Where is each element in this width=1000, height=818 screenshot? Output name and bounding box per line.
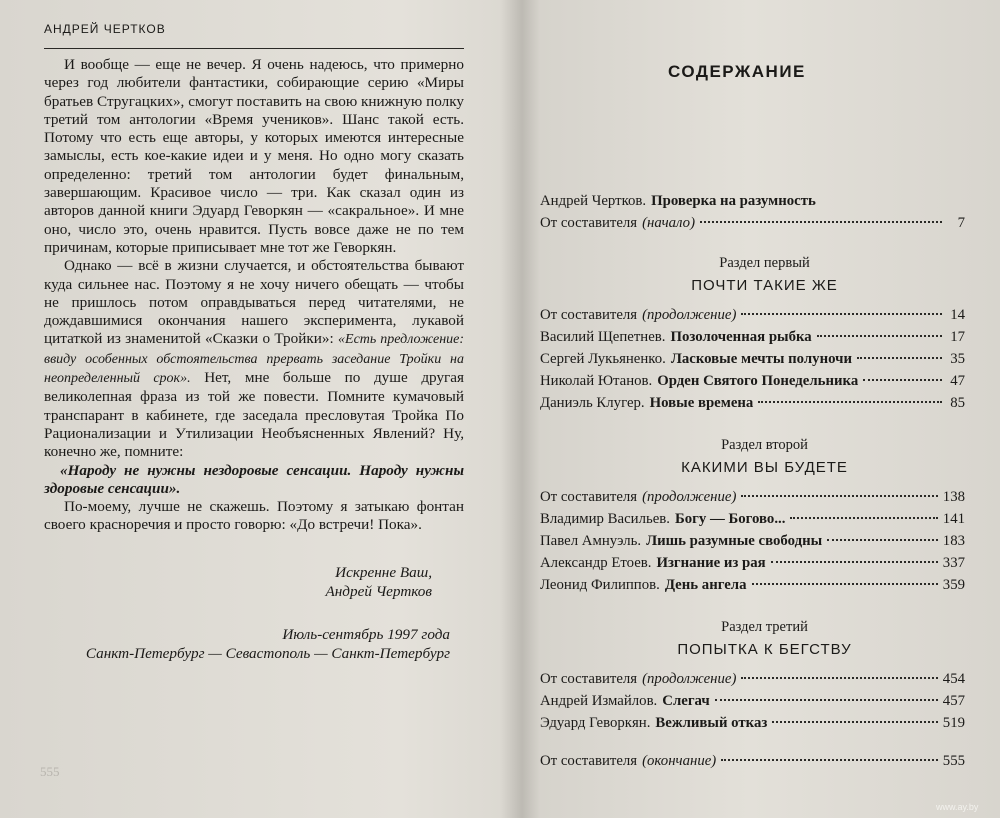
signoff-name: Андрей Чертков xyxy=(325,582,432,600)
toc-author: Сергей Лукьяненко. xyxy=(540,351,666,367)
dot-leader xyxy=(771,561,938,563)
toc-author: От составителя xyxy=(540,489,638,505)
date-line: Июль-сентябрь 1997 года xyxy=(282,625,450,643)
dateline-block xyxy=(44,625,464,663)
toc-entry xyxy=(540,304,965,326)
toc-entry xyxy=(540,690,965,712)
toc-page-number: 359 xyxy=(942,577,965,593)
toc-page-number: 85 xyxy=(950,395,965,411)
toc-page-number: 35 xyxy=(950,351,965,367)
toc-page-number: 457 xyxy=(942,693,965,709)
dot-leader xyxy=(715,699,938,701)
dot-leader xyxy=(863,379,942,381)
faint-page-number: 555 xyxy=(40,764,60,779)
toc-entry xyxy=(540,190,965,212)
toc-note: (продолжение) xyxy=(642,489,737,505)
toc-page-number: 7 xyxy=(957,215,965,231)
toc-page-number: 14 xyxy=(950,307,965,323)
toc-entry xyxy=(540,212,965,234)
toc-title: Богу — Богово... xyxy=(674,511,786,527)
section-label: Раздел третий xyxy=(721,619,808,635)
paragraph: И вообще — еще не вечер. Я очень надеюсь, что примерно через год любители фантастики, собирающие серию «Миры братьев Стругацких», смогут поставить на свою книжную полку третий том антологии «Время учеников». Шанс такой есть. Потому что есть еще авторы, у которых имеются интересные замыслы, есть кое-какие идеи и у меня. Но одно могу сказать определенно: третий том антологии будет финальным, завершающим. Красивое число — три. Как сказал один из авторов данной книги Эдуард Геворкян — «сакральное». И мне оно, число это, очень нравится. Пусть вовсе даже не по тем причинам, которые приписывает мне тот же Геворкян. xyxy=(44,56,464,256)
dot-leader xyxy=(772,721,937,723)
toc-title: Изгнание из рая xyxy=(656,555,766,571)
toc-page-number: 141 xyxy=(942,511,965,527)
toc-author: Павел Амнуэль. xyxy=(540,533,642,549)
toc-note: (продолжение) xyxy=(642,671,737,687)
toc-entry xyxy=(540,552,965,574)
toc-entry xyxy=(540,392,965,414)
toc-author: От составителя xyxy=(540,671,638,687)
toc-page-number: 454 xyxy=(942,671,965,687)
toc-entry xyxy=(540,326,965,348)
paragraph xyxy=(44,257,464,461)
dot-leader xyxy=(857,357,942,359)
toc-author: От составителя xyxy=(540,307,638,323)
section-title: КАКИМИ ВЫ БУДЕТЕ xyxy=(681,459,848,476)
running-head: АНДРЕЙ ЧЕРТКОВ xyxy=(44,22,166,36)
toc-page-number: 138 xyxy=(942,489,965,505)
toc-page-number: 47 xyxy=(950,373,965,389)
toc-page-number: 337 xyxy=(942,555,965,571)
paragraph-text: Однако — всё в жизни случается, и обстоятельства бывают куда сильнее нас. Поэтому я не хочу ничего обещать — чтобы не пришлось потом оправдываться перед читателями, не дождавшимися окончания нашего эксперимента, лукавой цитаткой из знаменитой «Сказки о Тройки»: xyxy=(44,257,464,348)
section-title: ПОПЫТКА К БЕГСТВУ xyxy=(677,641,852,658)
toc-note: (продолжение) xyxy=(642,307,737,323)
toc-author: От составителя xyxy=(540,753,638,769)
toc-title: День ангела xyxy=(664,577,747,593)
toc-note: (окончание) xyxy=(642,753,717,769)
toc-title: Ласковые мечты полуночи xyxy=(670,351,852,367)
signature-block xyxy=(44,563,464,601)
toc-entry xyxy=(540,712,965,734)
section-label: Раздел второй xyxy=(721,437,808,453)
toc-author: Владимир Васильев. xyxy=(540,511,670,527)
signoff-line: Искренне Ваш, xyxy=(335,563,432,581)
dot-leader xyxy=(752,583,938,585)
dot-leader xyxy=(741,313,942,315)
toc-author: Василий Щепетнев. xyxy=(540,329,666,345)
toc-entry xyxy=(540,508,965,530)
toc-author: Николай Ютанов. xyxy=(540,373,653,389)
italic-quote: «Есть предложение: ввиду особенных обстоятельства прервать заседание Тройки на неопределенный срок». xyxy=(44,332,465,387)
toc-entry xyxy=(540,530,965,552)
toc-author: Александр Етоев. xyxy=(540,555,652,571)
toc-entry xyxy=(540,668,965,690)
dot-leader xyxy=(758,401,942,403)
places-line: Санкт-Петербург — Севастополь — Санкт-Петербург xyxy=(85,644,450,662)
toc-title: Вежливый отказ xyxy=(655,715,768,731)
toc-page-number: 555 xyxy=(942,753,965,769)
dot-leader xyxy=(700,221,942,223)
toc-entry xyxy=(540,486,965,508)
toc-entry xyxy=(540,348,965,370)
dot-leader xyxy=(817,335,942,337)
slogan-quote: «Народу не нужны нездоровые сенсации. Народу нужны здоровые сенсации». xyxy=(44,461,464,497)
dot-leader xyxy=(721,759,938,761)
toc-author: Леонид Филиппов. xyxy=(540,577,660,593)
header-rule xyxy=(44,48,464,49)
toc-title: Лишь разумные свободны xyxy=(646,533,823,549)
toc-entry xyxy=(540,574,965,596)
paragraph: По-моему, лучше не скажешь. Поэтому я затыкаю фонтан своего красноречия и просто говорю: «До встречи! Пока». xyxy=(44,498,464,534)
toc-title: Проверка на разумность xyxy=(651,193,816,209)
toc-title: Новые времена xyxy=(649,395,754,411)
toc-author: Даниэль Клугер. xyxy=(540,395,645,411)
toc-author: Андрей Чертков. xyxy=(540,193,647,209)
contents-title: СОДЕРЖАНИЕ xyxy=(668,62,806,81)
toc-author: Андрей Измайлов. xyxy=(540,693,658,709)
section-title: ПОЧТИ ТАКИЕ ЖЕ xyxy=(691,277,838,294)
toc-page-number: 519 xyxy=(942,715,965,731)
toc-title: Позолоченная рыбка xyxy=(670,329,812,345)
dot-leader xyxy=(741,495,937,497)
dot-leader xyxy=(741,677,937,679)
toc-author: Эдуард Геворкян. xyxy=(540,715,651,731)
toc-page-number: 17 xyxy=(950,329,965,345)
afterword-text xyxy=(44,56,464,663)
toc-author: От составителя xyxy=(540,215,638,231)
dot-leader xyxy=(827,539,938,541)
dot-leader xyxy=(790,517,937,519)
watermark: www.ay.by xyxy=(936,802,979,812)
toc-note: (начало) xyxy=(642,215,695,231)
toc-entry xyxy=(540,750,965,772)
section-label: Раздел первый xyxy=(719,255,810,271)
toc-entry xyxy=(540,370,965,392)
table-of-contents xyxy=(540,190,965,772)
toc-title: Орден Святого Понедельника xyxy=(657,373,859,389)
toc-page-number: 183 xyxy=(942,533,965,549)
paragraph-text: Нет, мне больше по душе другая великолепная фраза из той же повести. Помните кумачовый транспарант в кабинете, где заседала пресловутая Тройка По Рационализации и Утилизации Необъясненных Явлений? Ну, конечно же, помните: xyxy=(44,369,464,461)
toc-title: Слегач xyxy=(662,693,710,709)
